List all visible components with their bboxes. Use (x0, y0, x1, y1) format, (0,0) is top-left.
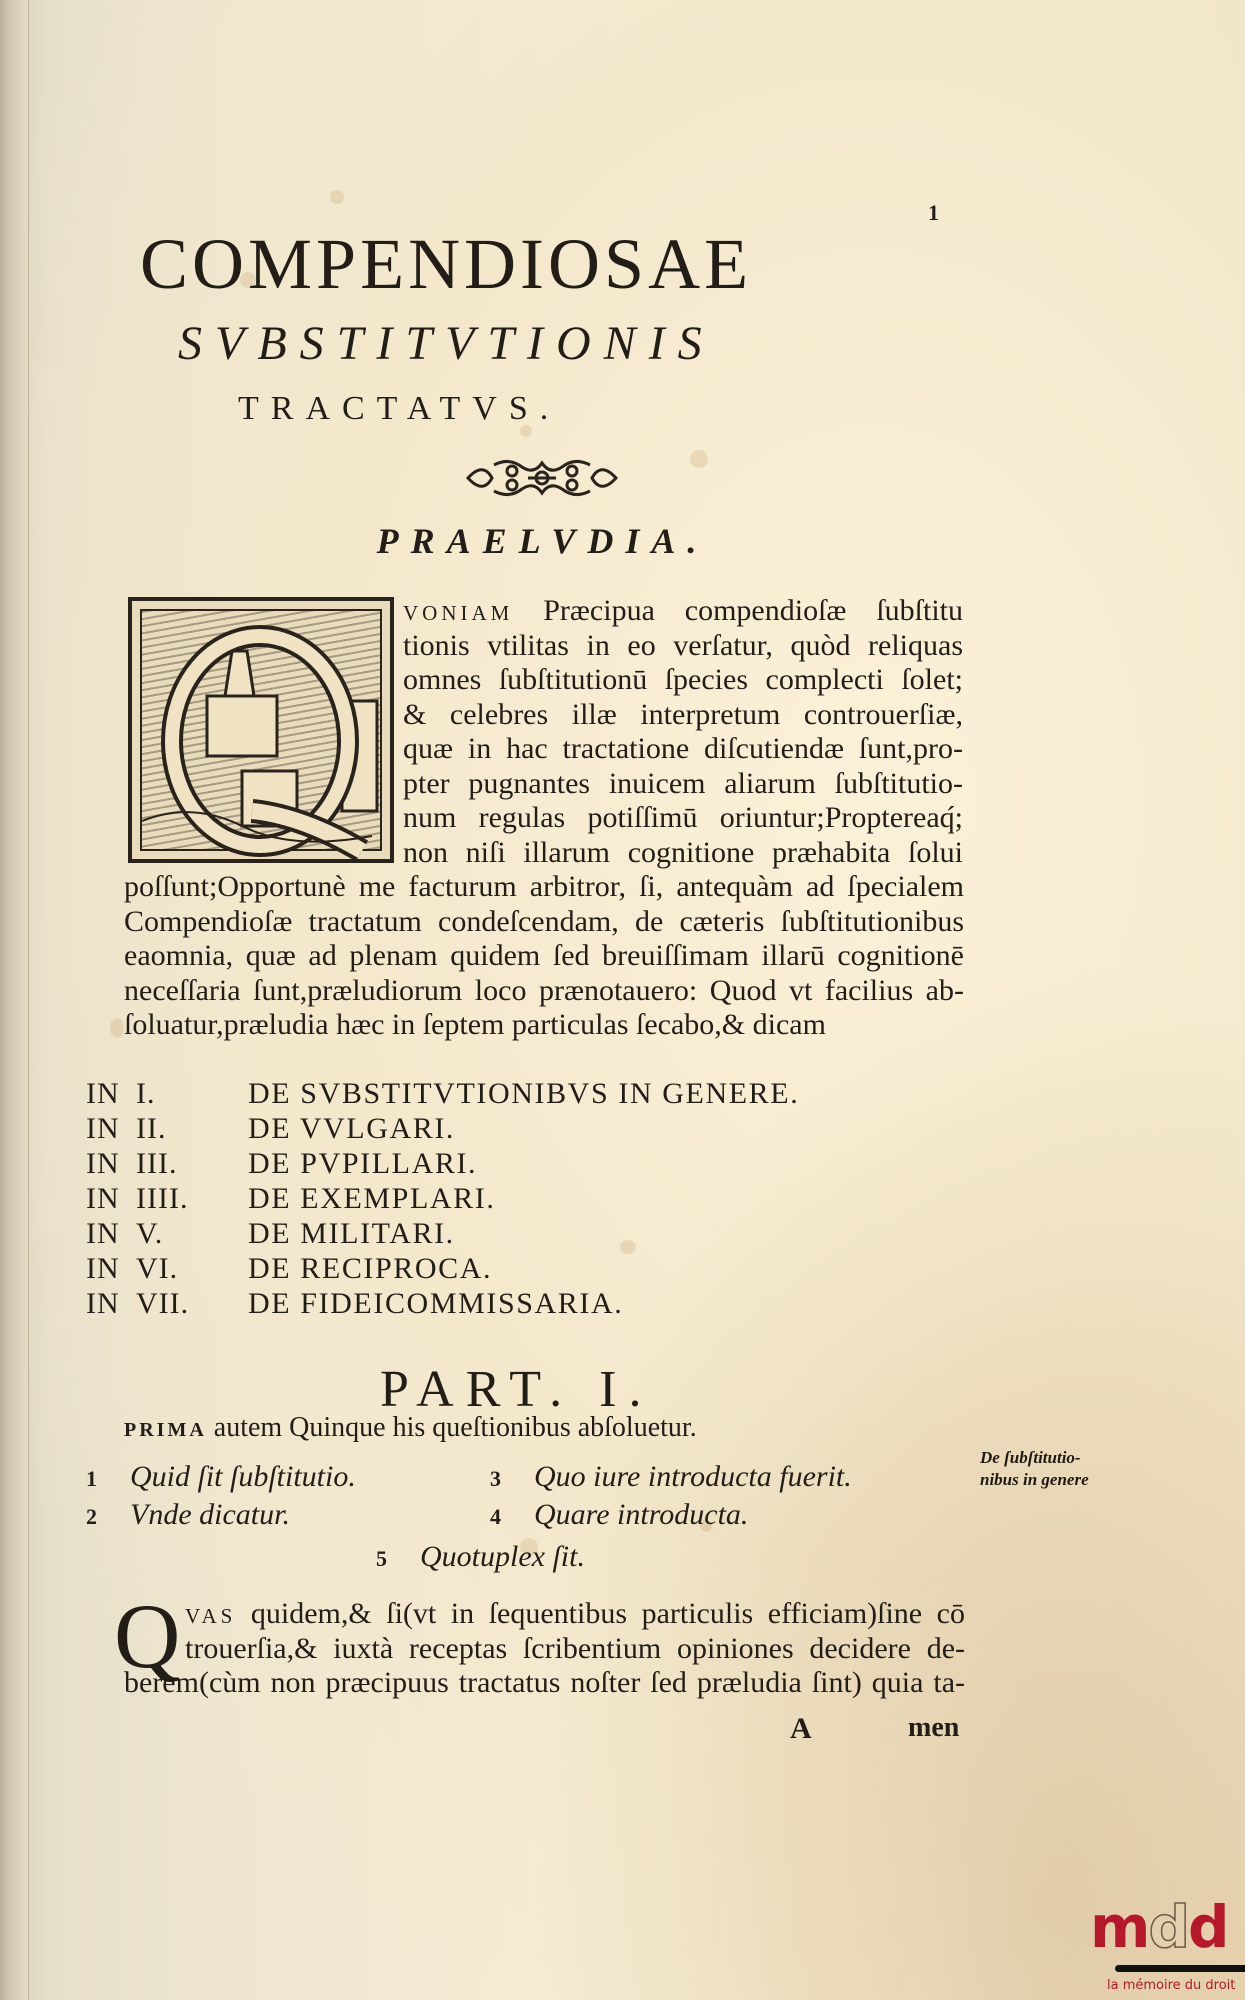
question-item: 3 Quo iure introducta fuerit. (490, 1460, 852, 1493)
lead-smallcaps: VONIAM (403, 601, 514, 625)
contents-row: IN III. DE PVPILLARI. (86, 1147, 478, 1180)
contents-row: IN VI. DE RECIPROCA. (86, 1252, 493, 1285)
signature-mark: A (790, 1712, 812, 1745)
text-line: VONIAM Præcipua compendioſæ ſubſtitu (403, 594, 963, 627)
logo-underline-bar (1115, 1965, 1245, 1972)
logo-tagline: la mémoire du droit (1107, 1978, 1236, 1993)
question-item: 4 Quare introducta. (490, 1498, 749, 1531)
section-heading-text: PRAELVDIA. (376, 521, 709, 561)
praeludia-paragraph-indented (403, 594, 963, 870)
initial-q-icon (132, 601, 390, 859)
title-line-3: TRACTATVS. (238, 390, 561, 427)
contents-row: IN I. DE SVBSTITVTIONIBVS IN GENERE. (86, 1077, 800, 1110)
text-line: pter pugnantes inuicem aliarum ſubſtitutio- (403, 766, 963, 800)
lead-smallcaps: PRIMA (124, 1419, 207, 1441)
contents-row: IN VII. DE FIDEICOMMISSARIA. (86, 1287, 624, 1320)
woodcut-initial-q (128, 597, 394, 863)
text-line: Compendioſæ tractatum condeſcendam, de cæteris ſubſtitutionibus (124, 904, 964, 938)
text-line: eaomnia, quæ ad plenam quidem ſed breuiſſimam illarū cognitionē (124, 939, 964, 972)
lead-smallcaps: VAS (185, 1604, 237, 1628)
catchword: men (908, 1712, 960, 1743)
text-line: non niſi illarum cognitione præhabita ſolui (403, 835, 963, 869)
logo-letters: mdd (1090, 1893, 1228, 1961)
foxing-stain (330, 190, 344, 204)
praeludia-paragraph-full (124, 870, 964, 1043)
book-gutter (0, 0, 29, 2000)
question-item: 2 Vnde dicatur. (86, 1498, 290, 1531)
text-line: num regulas potiſſimū oriuntur;Proptereaq́; (403, 801, 963, 834)
question-item: 1 Quid ſit ſubſtitutio. (86, 1460, 356, 1493)
part-heading: PART. I. (380, 1361, 654, 1418)
mdd-watermark-logo (1085, 1893, 1245, 1998)
margin-note: De ſubſtitutio- nibus in genere (980, 1448, 1089, 1489)
text-line: berem(cùm non præcipuus tractatus noſter ſed præludia ſint) quia ta- (124, 1666, 965, 1699)
drop-cap-q: Q (114, 1585, 181, 1687)
text-line: quæ in hac tractatione diſcutiendæ ſunt,pro- (403, 732, 963, 765)
text-line: poſſunt;Opportunè me facturum arbitror, ſi, antequàm ad ſpecialem (124, 870, 964, 903)
contents-row: IN II. DE VVLGARI. (86, 1112, 456, 1145)
text-line: trouerſia,& iuxtà receptas ſcribentium opiniones decidere de- (185, 1631, 965, 1665)
text-line: VAS quidem,& ſi(vt in ſequentibus particulis efficiam)ſine cō (185, 1597, 966, 1630)
question-item: 5 Quotuplex ſit. (376, 1540, 585, 1573)
text-line: omnes ſubſtitutionū ſpecies complecti ſolet; (403, 663, 963, 696)
text-line: & celebres illæ interpretum controuerſiæ, (403, 697, 963, 731)
text-line: neceſſaria ſunt,præludiorum loco prænotauero: Quod vt facilius ab- (124, 973, 964, 1007)
contents-row: IN V. DE MILITARI. (86, 1217, 455, 1250)
foxing-stain (690, 450, 708, 468)
text-line: ſoluatur,præludia hæc in ſeptem particulas ſecabo,& dicam (124, 1008, 826, 1041)
prima-line: PRIMA autem Quinque his queſtionibus abſoluetur. (124, 1412, 697, 1443)
quas-paragraph-indented (185, 1597, 965, 1666)
text-line: tionis vtilitas in eo verſatur, quòd reliquas (403, 628, 963, 662)
contents-row: IN IIII. DE EXEMPLARI. (86, 1182, 496, 1215)
section-heading (0, 520, 1245, 562)
fleuron-ornament-icon (464, 455, 620, 501)
foxing-stain (110, 1018, 124, 1038)
title-line-2: SVBSTITVTIONIS (178, 317, 715, 370)
page-number: 1 (928, 200, 939, 225)
title-line-1: COMPENDIOSAE (140, 224, 753, 304)
contents-list (86, 1076, 966, 1321)
quas-paragraph-full (124, 1666, 965, 1701)
